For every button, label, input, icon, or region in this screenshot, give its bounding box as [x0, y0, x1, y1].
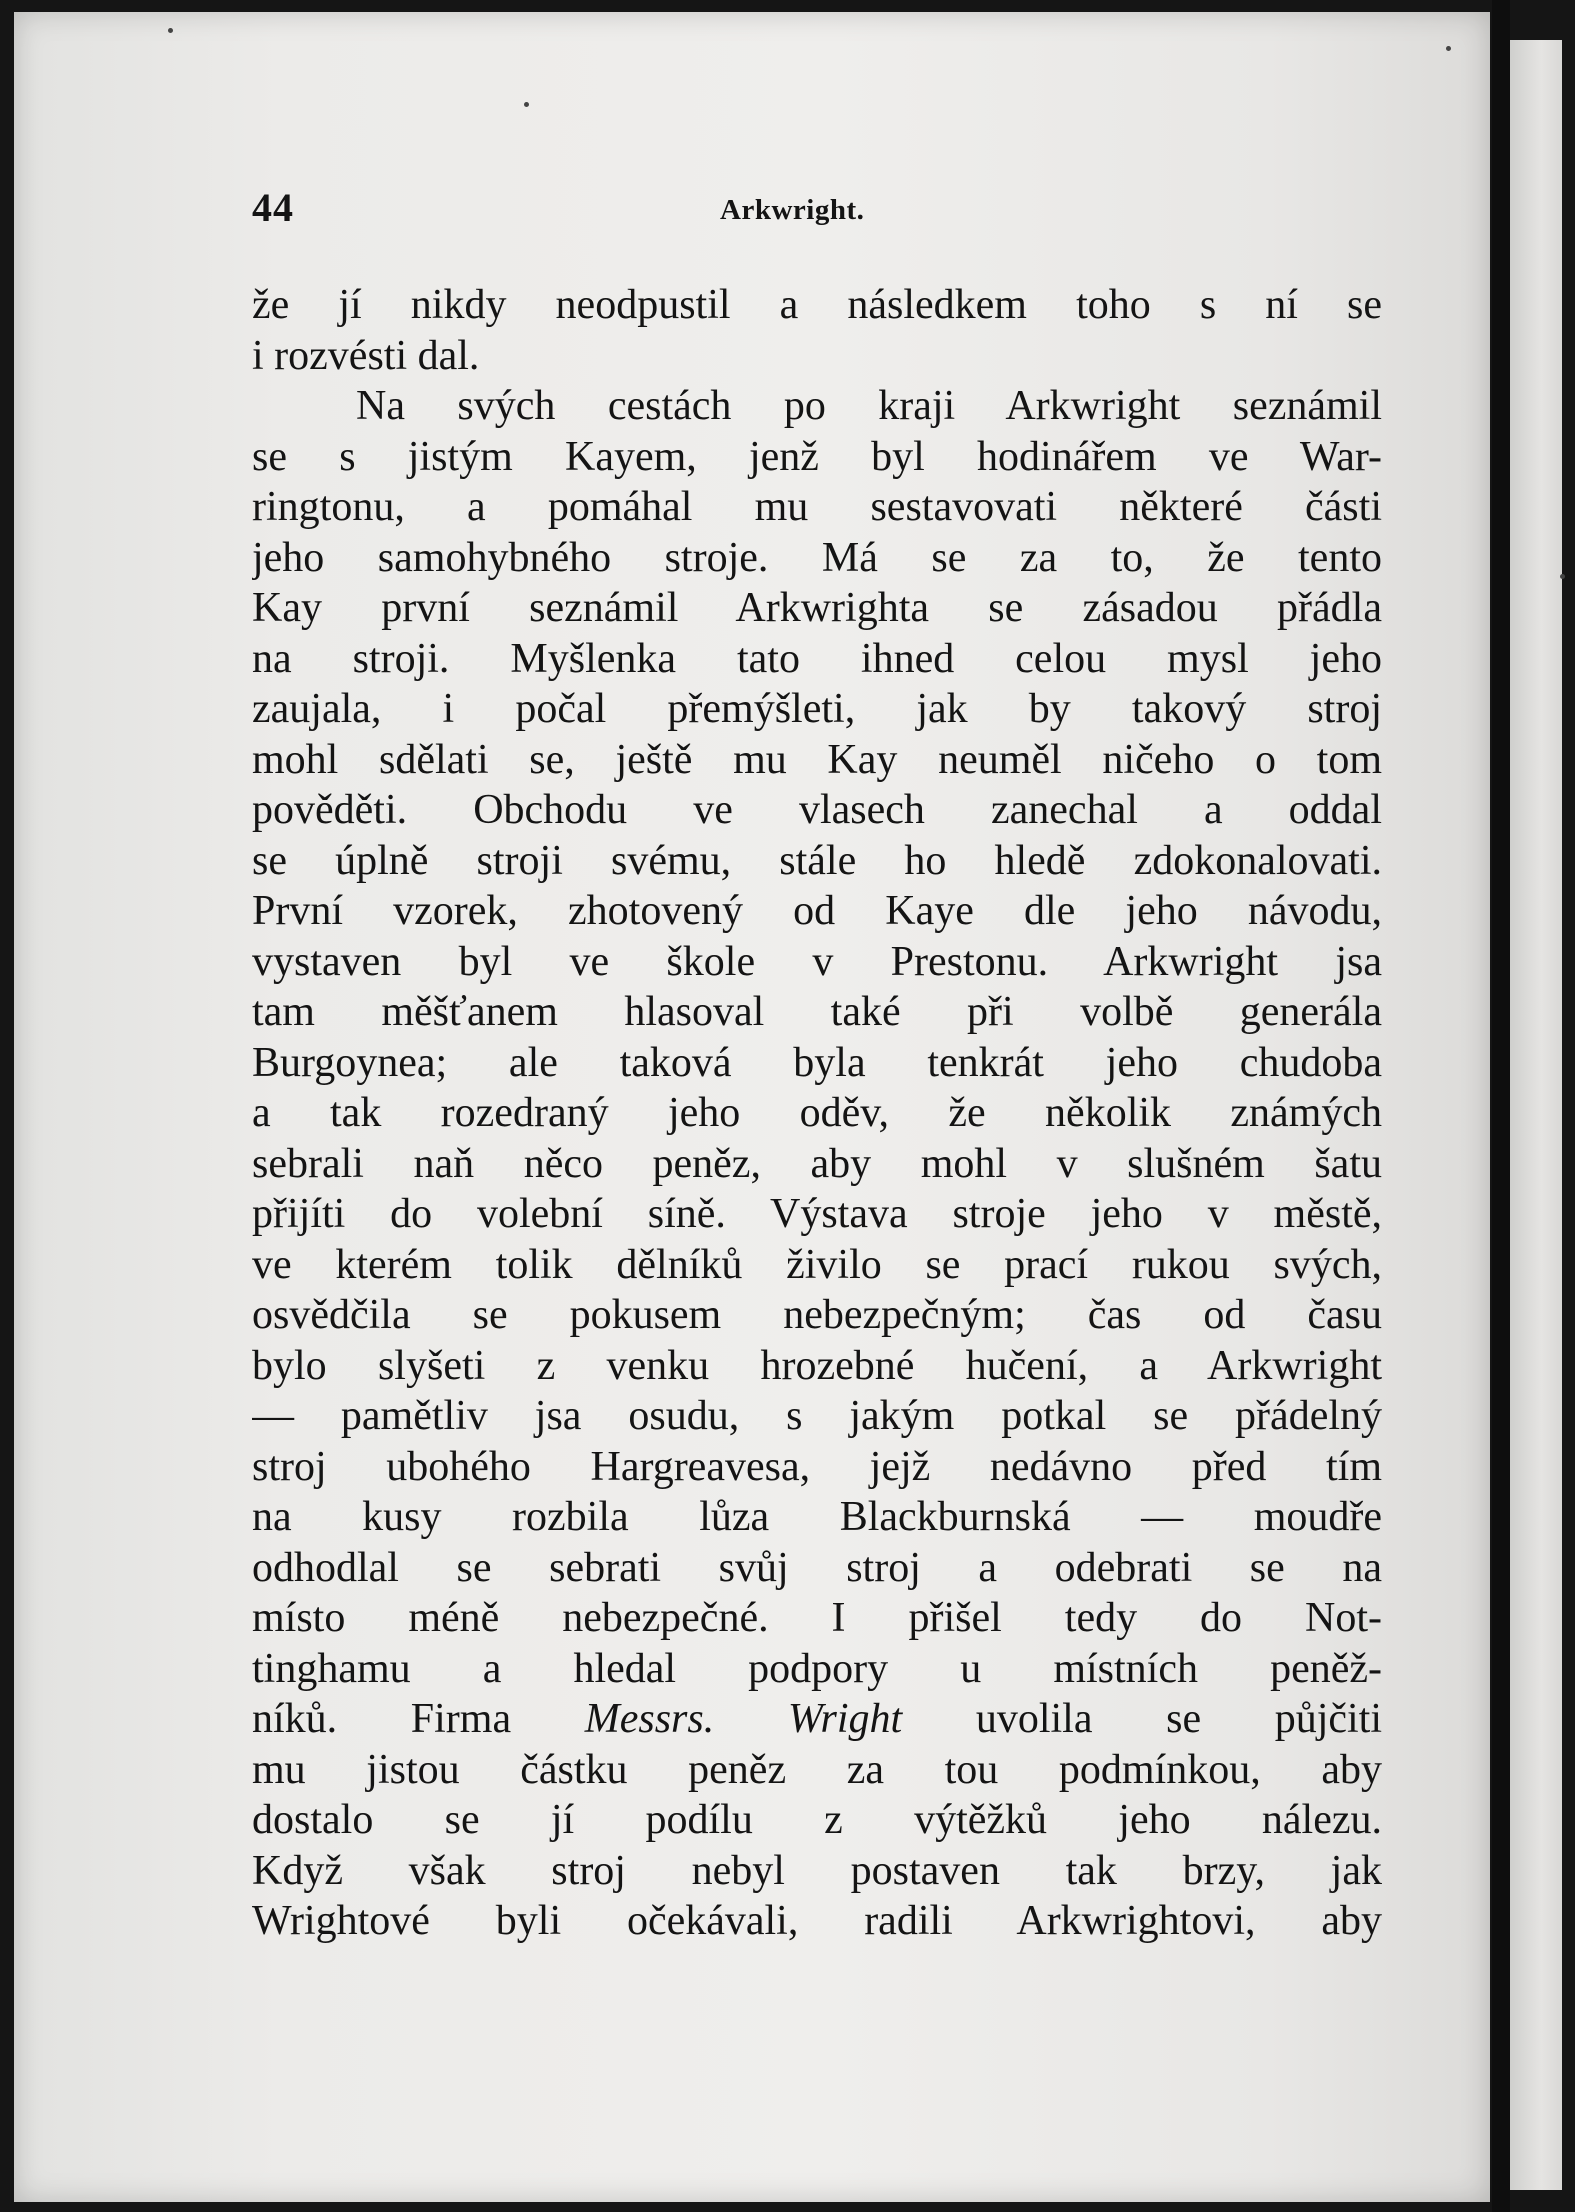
- text-line: i rozvésti dal.: [252, 332, 480, 379]
- text-line: vystaven byl ve škole v Prestonu. Arkwright jsa: [252, 938, 1382, 985]
- text-line: se s jistým Kayem, jenž byl hodinářem ve War-: [252, 433, 1382, 480]
- page-gutter: [1492, 0, 1510, 2212]
- text-line: níků. Firma Messrs. Wright uvolila se půjčiti: [252, 1696, 1382, 1742]
- text-line: místo méně nebezpečné. I přišel tedy do Not-: [252, 1595, 1382, 1641]
- text-line: Burgoynea; ale taková byla tenkrát jeho chudoba: [252, 1039, 1382, 1086]
- text-line: zaujala, i počal přemýšleti, jak by takový stroj: [252, 686, 1382, 732]
- text-line: sebrali naň něco peněz, aby mohl v slušném šatu: [252, 1140, 1382, 1187]
- text-line: tinghamu a hledal podpory u místních peněž-: [252, 1645, 1382, 1692]
- running-head: Arkwright.: [720, 194, 865, 226]
- text-line: že jí nikdy neodpustil a následkem toho s ní se: [252, 282, 1382, 328]
- text-line: ve kterém tolik dělníků živilo se prací rukou svých,: [252, 1241, 1382, 1288]
- text-line: Když však stroj nebyl postaven tak brzy, jak: [252, 1847, 1382, 1894]
- dust-speck: [168, 28, 173, 33]
- dust-speck: [1560, 574, 1565, 579]
- text-line: jeho samohybného stroje. Má se za to, že tento: [252, 534, 1382, 581]
- body-text: [252, 280, 1382, 1947]
- text-line: tam měšťanem hlasoval také při volbě generála: [252, 989, 1382, 1035]
- next-page-edge: [1510, 40, 1562, 2190]
- text-line: na kusy rozbila lůza Blackburnská — moudře: [252, 1494, 1382, 1540]
- text-line: osvědčila se pokusem nebezpečným; čas od času: [252, 1292, 1382, 1338]
- text-line: bylo slyšeti z venku hrozebné hučení, a Arkwright: [252, 1342, 1382, 1389]
- text-line: stroj ubohého Hargreavesa, jejž nedávno před tím: [252, 1443, 1382, 1490]
- text-line: Kay první seznámil Arkwrighta se zásadou přádla: [252, 585, 1382, 631]
- page-header: [252, 184, 1382, 228]
- text-line: Na svých cestách po kraji Arkwright seznámil: [356, 383, 1382, 429]
- text-line: Wrightové byli očekávali, radili Arkwrightovi, aby: [252, 1898, 1382, 1944]
- text-line: mohl sdělati se, ještě mu Kay neuměl ničeho o tom: [252, 736, 1382, 783]
- text-line: a tak rozedraný jeho oděv, že několik známých: [252, 1090, 1382, 1136]
- page-number: 44: [252, 185, 294, 230]
- text-line: na stroji. Myšlenka tato ihned celou mysl jeho: [252, 635, 1382, 682]
- dust-speck: [524, 102, 529, 107]
- text-line: První vzorek, zhotovený od Kaye dle jeho návodu,: [252, 888, 1382, 934]
- text-line: ringtonu, a pomáhal mu sestavovati některé části: [252, 484, 1382, 530]
- text-line: mu jistou částku peněz za tou podmínkou, aby: [252, 1746, 1382, 1793]
- text-line: pověděti. Obchodu ve vlasech zanechal a oddal: [252, 787, 1382, 833]
- text-line: dostalo se jí podílu z výtěžků jeho nálezu.: [252, 1797, 1382, 1843]
- dust-speck: [1446, 46, 1451, 51]
- text-line: se úplně stroji svému, stále ho hledě zdokonalovati.: [252, 837, 1382, 884]
- text-line: odhodlal se sebrati svůj stroj a odebrati se na: [252, 1544, 1382, 1591]
- text-line: přijíti do volební síně. Výstava stroje jeho v městě,: [252, 1191, 1382, 1237]
- italic-firm-name: Messrs. Wright: [584, 1696, 903, 1742]
- text-line: — pamětliv jsa osudu, s jakým potkal se přádelný: [252, 1393, 1382, 1439]
